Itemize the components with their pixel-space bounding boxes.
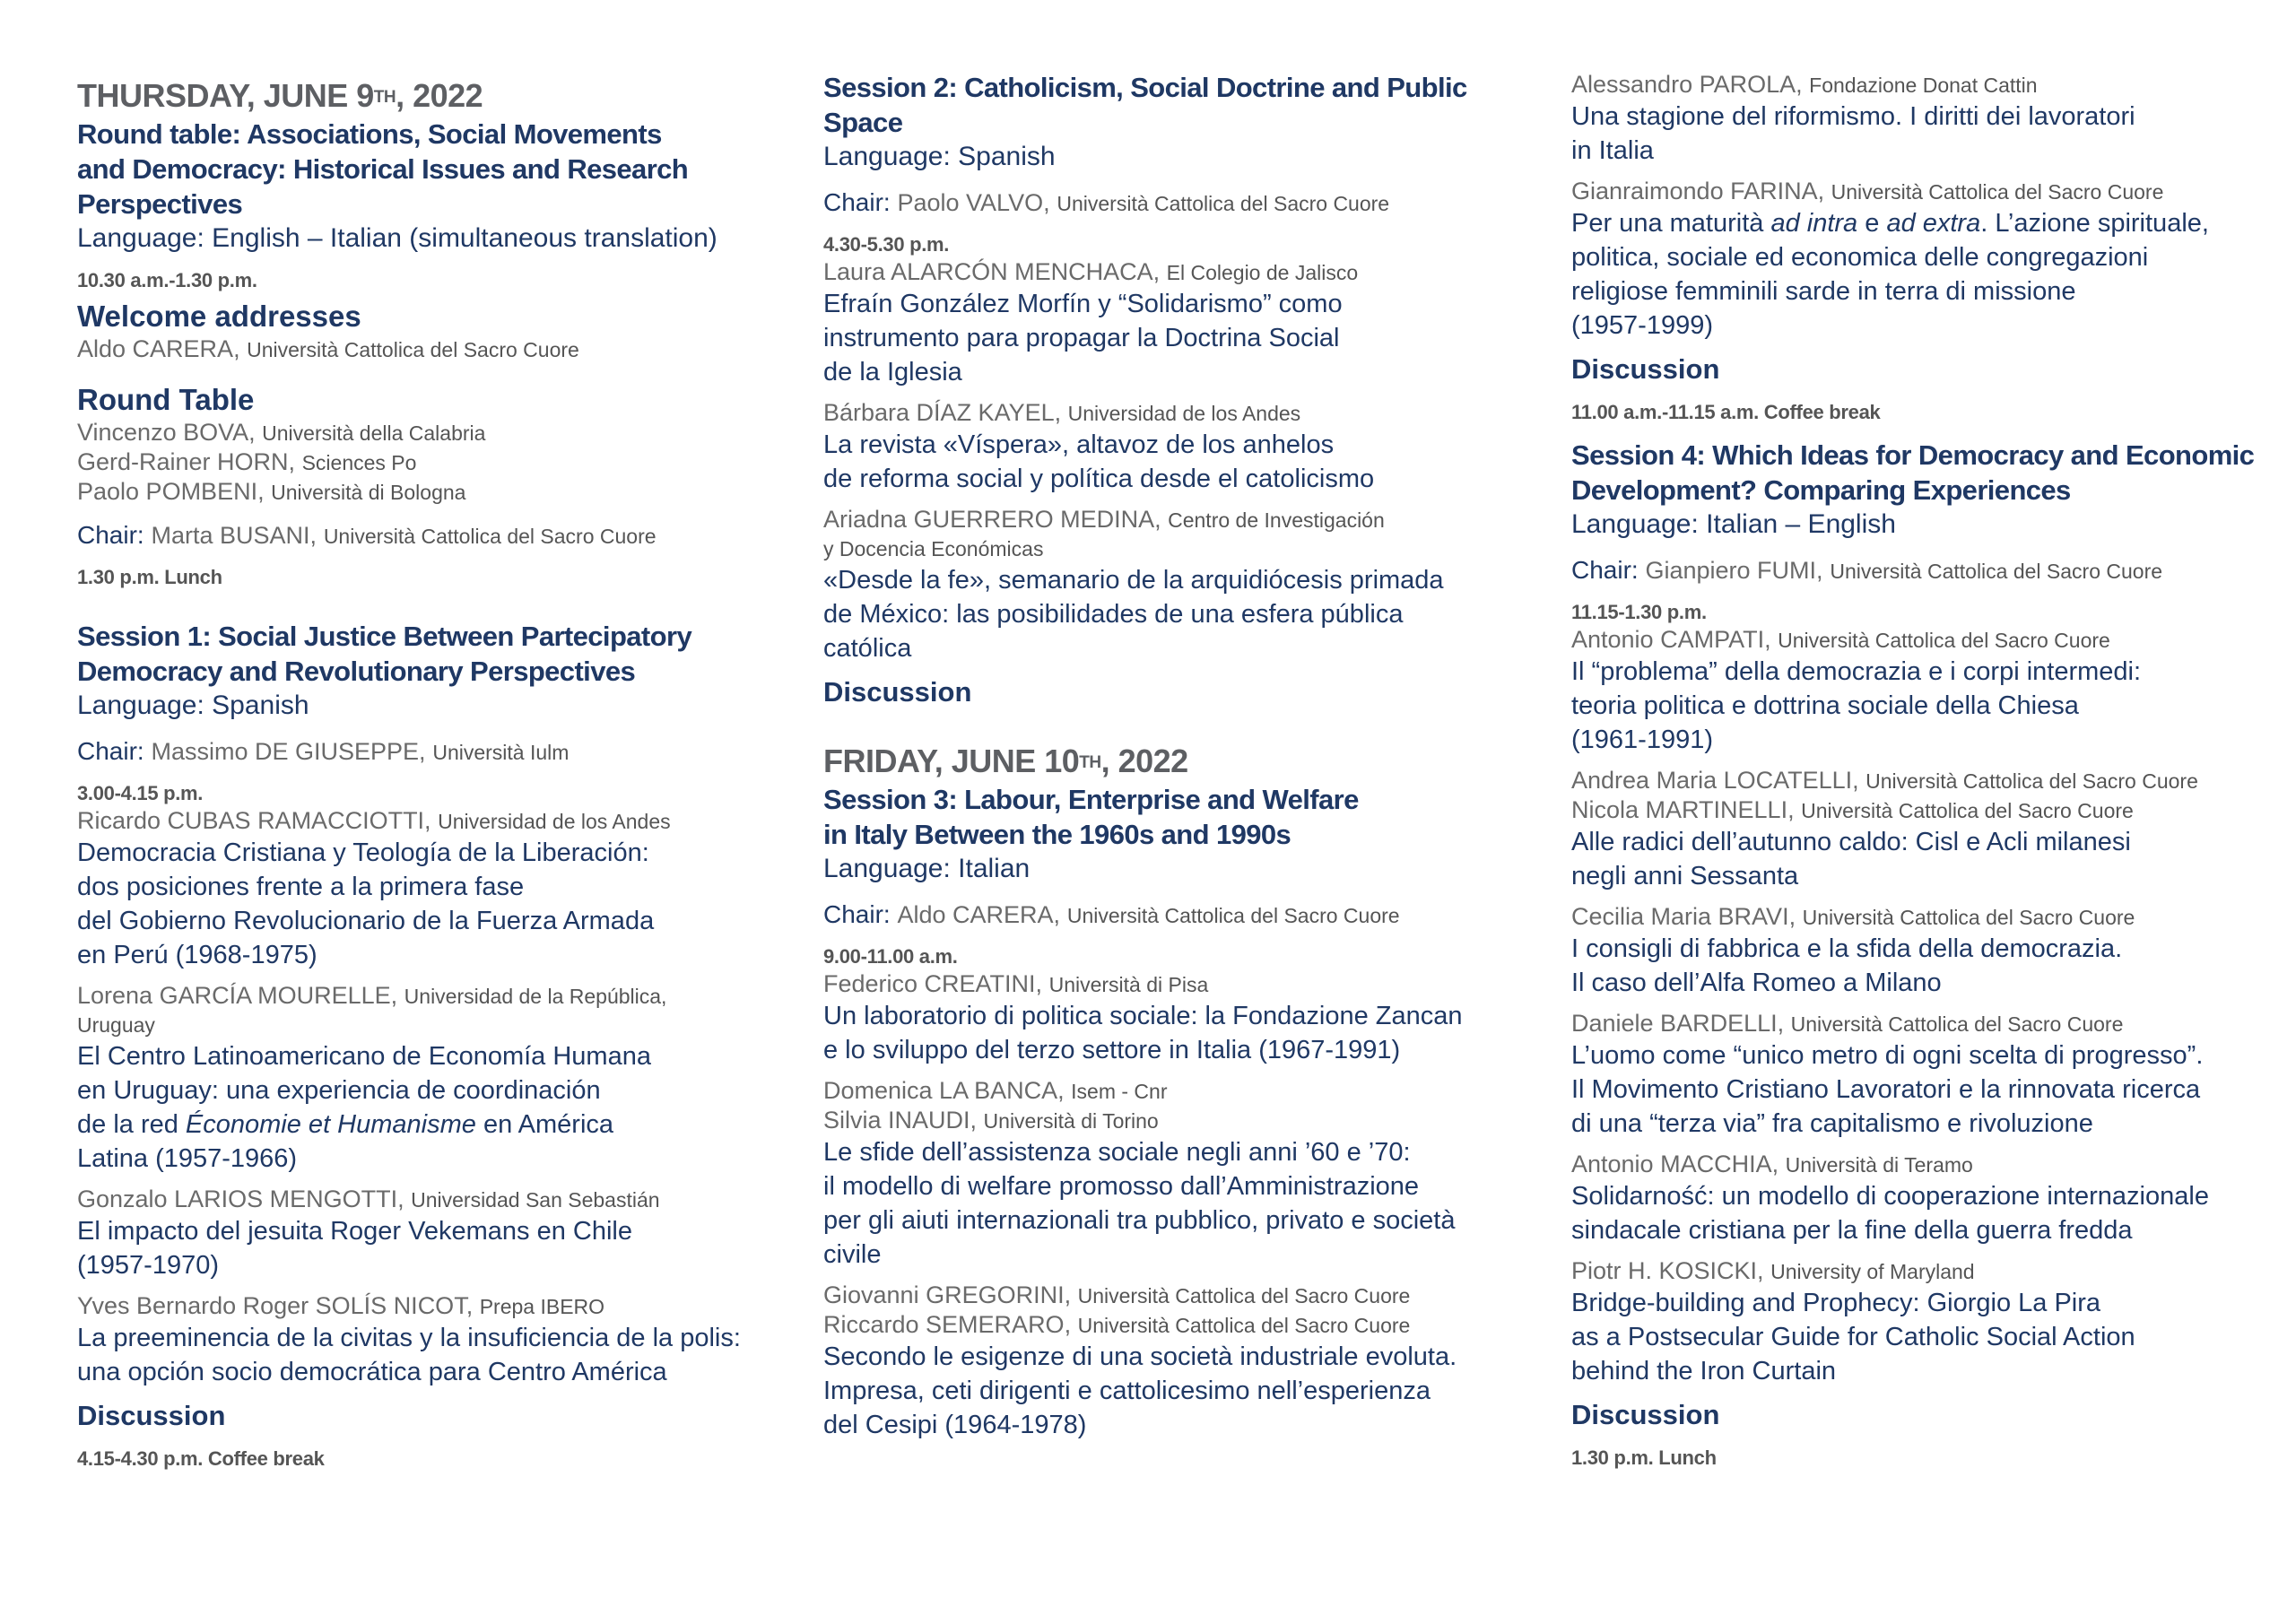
talk-title: I consigli di fabbrica e la sfida della democrazia. Il caso dell’Alfa Romeo a Milano	[1571, 934, 2123, 997]
participant: Paolo POMBENI, Università di Bologna	[77, 478, 466, 505]
column-session2-3	[823, 70, 1505, 1451]
session2-title: Session 2: Catholicism, Social Doctrine and Public Space	[823, 72, 1467, 138]
talk-title: Solidarność: un modello di cooperazione internazionale sindacale cristiana per la fine della guerra fredda	[1571, 1182, 2209, 1245]
talk-title: Le sfide dell’assistenza sociale negli anni ’60 e ’70: il modello di welfare promosso dall’Amministrazione per gli aiuti internazionali tra pubblico, privato e società civile	[823, 1138, 1456, 1269]
speaker: Gonzalo LARIOS MENGOTTI, Universidad San Sebastián	[77, 1186, 660, 1212]
lunch-break: 1.30 p.m. Lunch	[1571, 1446, 1717, 1469]
session1-time: 3.00-4.15 p.m.	[77, 782, 204, 804]
speaker: Yves Bernardo Roger SOLÍS NICOT, Prepa IBERO	[77, 1292, 605, 1319]
talk-title: La preeminencia de la civitas y la insuficiencia de la polis: una opción socio democrática para Centro América	[77, 1324, 741, 1386]
day-heading-thursday: THURSDAY, JUNE 9TH, 2022	[77, 77, 483, 114]
speaker: Daniele BARDELLI, Università Cattolica del Sacro Cuore	[1571, 1010, 2124, 1037]
session3-language: Language: Italian	[823, 854, 1031, 883]
discussion: Discussion	[823, 676, 972, 708]
session3-title: Session 3: Labour, Enterprise and Welfare in Italy Between the 1960s and 1990s	[823, 784, 1359, 850]
speaker: Bárbara DÍAZ KAYEL, Universidad de los Andes	[823, 399, 1301, 426]
speaker: Nicola MARTINELLI, Università Cattolica del Sacro Cuore	[1571, 796, 2134, 823]
speaker: Federico CREATINI, Università di Pisa	[823, 970, 1209, 997]
roundtable-language: Language: English – Italian (simultaneous translation)	[77, 223, 718, 253]
talk-title: Secondo le esigenze di una società industriale evoluta. Impresa, ceti dirigenti e cattolicesimo nell’esperienza del Cesipi (1964-1978)	[823, 1342, 1457, 1439]
column-thursday	[77, 70, 759, 1472]
day-heading-friday: FRIDAY, JUNE 10TH, 2022	[823, 743, 1188, 779]
talk-title: Una stagione del riformismo. I diritti dei lavoratori in Italia	[1571, 102, 2135, 165]
talk-title: L’uomo come “unico metro di ogni scelta di progresso”. Il Movimento Cristiano Lavoratori e la rinnovata ricerca di una “terza via” fra capitalismo e rivoluzione	[1571, 1041, 2204, 1138]
talk-title: Per una maturità ad intra e ad extra. L’azione spirituale, politica, sociale ed economica delle congregazioni religiose femminili sarde in terra di missione (1957-1999)	[1571, 209, 2209, 340]
talk-title: Alle radici dell’autunno caldo: Cisl e Acli milanesi negli anni Sessanta	[1571, 828, 2131, 890]
session1-title: Session 1: Social Justice Between Partecipatory Democracy and Revolutionary Perspectives	[77, 621, 692, 687]
talk-title: Bridge-building and Prophecy: Giorgio La Pira as a Postsecular Guide for Catholic Social Action behind the Iron Curtain	[1571, 1289, 2135, 1385]
speaker-affiliation: y Docencia Económicas	[823, 537, 1044, 560]
column-session4	[1571, 70, 2262, 1471]
speaker: Cecilia Maria BRAVI, Università Cattolica del Sacro Cuore	[1571, 903, 2135, 930]
roundtable-time: 10.30 a.m.-1.30 p.m.	[77, 269, 257, 291]
talk-title: Il “problema” della democrazia e i corpi intermedi: teoria politica e dottrina sociale della Chiesa (1961-1991)	[1571, 657, 2142, 754]
speaker: Andrea Maria LOCATELLI, Università Cattolica del Sacro Cuore	[1571, 767, 2198, 794]
session3-chair: Chair: Aldo CARERA, Università Cattolica del Sacro Cuore	[823, 900, 1400, 928]
speaker: Antonio CAMPATI, Università Cattolica del Sacro Cuore	[1571, 626, 2110, 653]
discussion: Discussion	[1571, 353, 1720, 385]
talk-title: La revista «Víspera», altavoz de los anhelos de reforma social y política desde el catolicismo	[823, 430, 1375, 493]
speaker: Ricardo CUBAS RAMACCIOTTI, Universidad de los Andes	[77, 807, 671, 834]
talk-title: El Centro Latinoamericano de Economía Humana en Uruguay: una experiencia de coordinación de la red Économie et Humanisme en América Latina (1957-1966)	[77, 1042, 651, 1173]
speaker: Silvia INAUDI, Università di Torino	[823, 1107, 1159, 1134]
session4-chair: Chair: Gianpiero FUMI, Università Cattolica del Sacro Cuore	[1571, 556, 2163, 584]
roundtable-heading: Round Table	[77, 383, 255, 416]
session3-time: 9.00-11.00 a.m.	[823, 945, 958, 968]
participant: Vincenzo BOVA, Università della Calabria	[77, 419, 486, 446]
welcome-heading: Welcome addresses	[77, 300, 361, 333]
session4-title: Session 4: Which Ideas for Democracy and Economic Development? Comparing Experiences	[1571, 439, 2255, 506]
session1-chair: Chair: Massimo DE GIUSEPPE, Università Iulm	[77, 737, 570, 765]
session2-language: Language: Spanish	[823, 142, 1056, 171]
participant: Gerd-Rainer HORN, Sciences Po	[77, 448, 417, 475]
talk-title: El impacto del jesuita Roger Vekemans en Chile (1957-1970)	[77, 1217, 632, 1280]
speaker: Laura ALARCÓN MENCHACA, El Colegio de Jalisco	[823, 258, 1359, 285]
lunch-break: 1.30 p.m. Lunch	[77, 566, 222, 588]
coffee-break: 4.15-4.30 p.m. Coffee break	[77, 1447, 325, 1470]
speaker: Alessandro PAROLA, Fondazione Donat Cattin	[1571, 71, 2038, 98]
welcome-speaker: Aldo CARERA, Università Cattolica del Sacro Cuore	[77, 335, 579, 362]
speaker: Ariadna GUERRERO MEDINA, Centro de Investigación	[823, 506, 1385, 533]
speaker: Riccardo SEMERARO, Università Cattolica del Sacro Cuore	[823, 1311, 1411, 1338]
speaker: Giovanni GREGORINI, Università Cattolica del Sacro Cuore	[823, 1281, 1411, 1308]
coffee-break: 11.00 a.m.-11.15 a.m. Coffee break	[1571, 401, 1881, 423]
speaker: Antonio MACCHIA, Università di Teramo	[1571, 1151, 1973, 1177]
speaker: Domenica LA BANCA, Isem - Cnr	[823, 1077, 1168, 1104]
speaker-affiliation: Uruguay	[77, 1013, 155, 1037]
discussion: Discussion	[77, 1400, 226, 1431]
speaker: Piotr H. KOSICKI, University of Maryland	[1571, 1257, 1975, 1284]
session1-language: Language: Spanish	[77, 691, 309, 720]
speaker: Gianraimondo FARINA, Università Cattolica del Sacro Cuore	[1571, 178, 2164, 204]
talk-title: Democracia Cristiana y Teología de la Liberación: dos posiciones frente a la primera fase del Gobierno Revolucionario de la Fuerza Armada en Perú (1968-1975)	[77, 838, 655, 969]
roundtable-chair: Chair: Marta BUSANI, Università Cattolica del Sacro Cuore	[77, 521, 657, 549]
talk-title: Efraín González Morfín y “Solidarismo” como instrumento para propagar la Doctrina Social de la Iglesia	[823, 290, 1343, 387]
speaker: Lorena GARCÍA MOURELLE, Universidad de la República,	[77, 982, 667, 1009]
discussion: Discussion	[1571, 1399, 1720, 1430]
session4-time: 11.15-1.30 p.m.	[1571, 601, 1707, 623]
session4-language: Language: Italian – English	[1571, 509, 1896, 539]
session2-time: 4.30-5.30 p.m.	[823, 233, 950, 256]
session2-chair: Chair: Paolo VALVO, Università Cattolica del Sacro Cuore	[823, 188, 1390, 216]
talk-title: Un laboratorio di politica sociale: la Fondazione Zancan e lo sviluppo del terzo settore in Italia (1967-1991)	[823, 1002, 1463, 1064]
roundtable-title: Round table: Associations, Social Movements and Democracy: Historical Issues and Research Perspectives	[77, 118, 689, 220]
talk-title: «Desde la fe», semanario de la arquidiócesis primada de México: las posibilidades de una esfera pública católica	[823, 566, 1444, 663]
